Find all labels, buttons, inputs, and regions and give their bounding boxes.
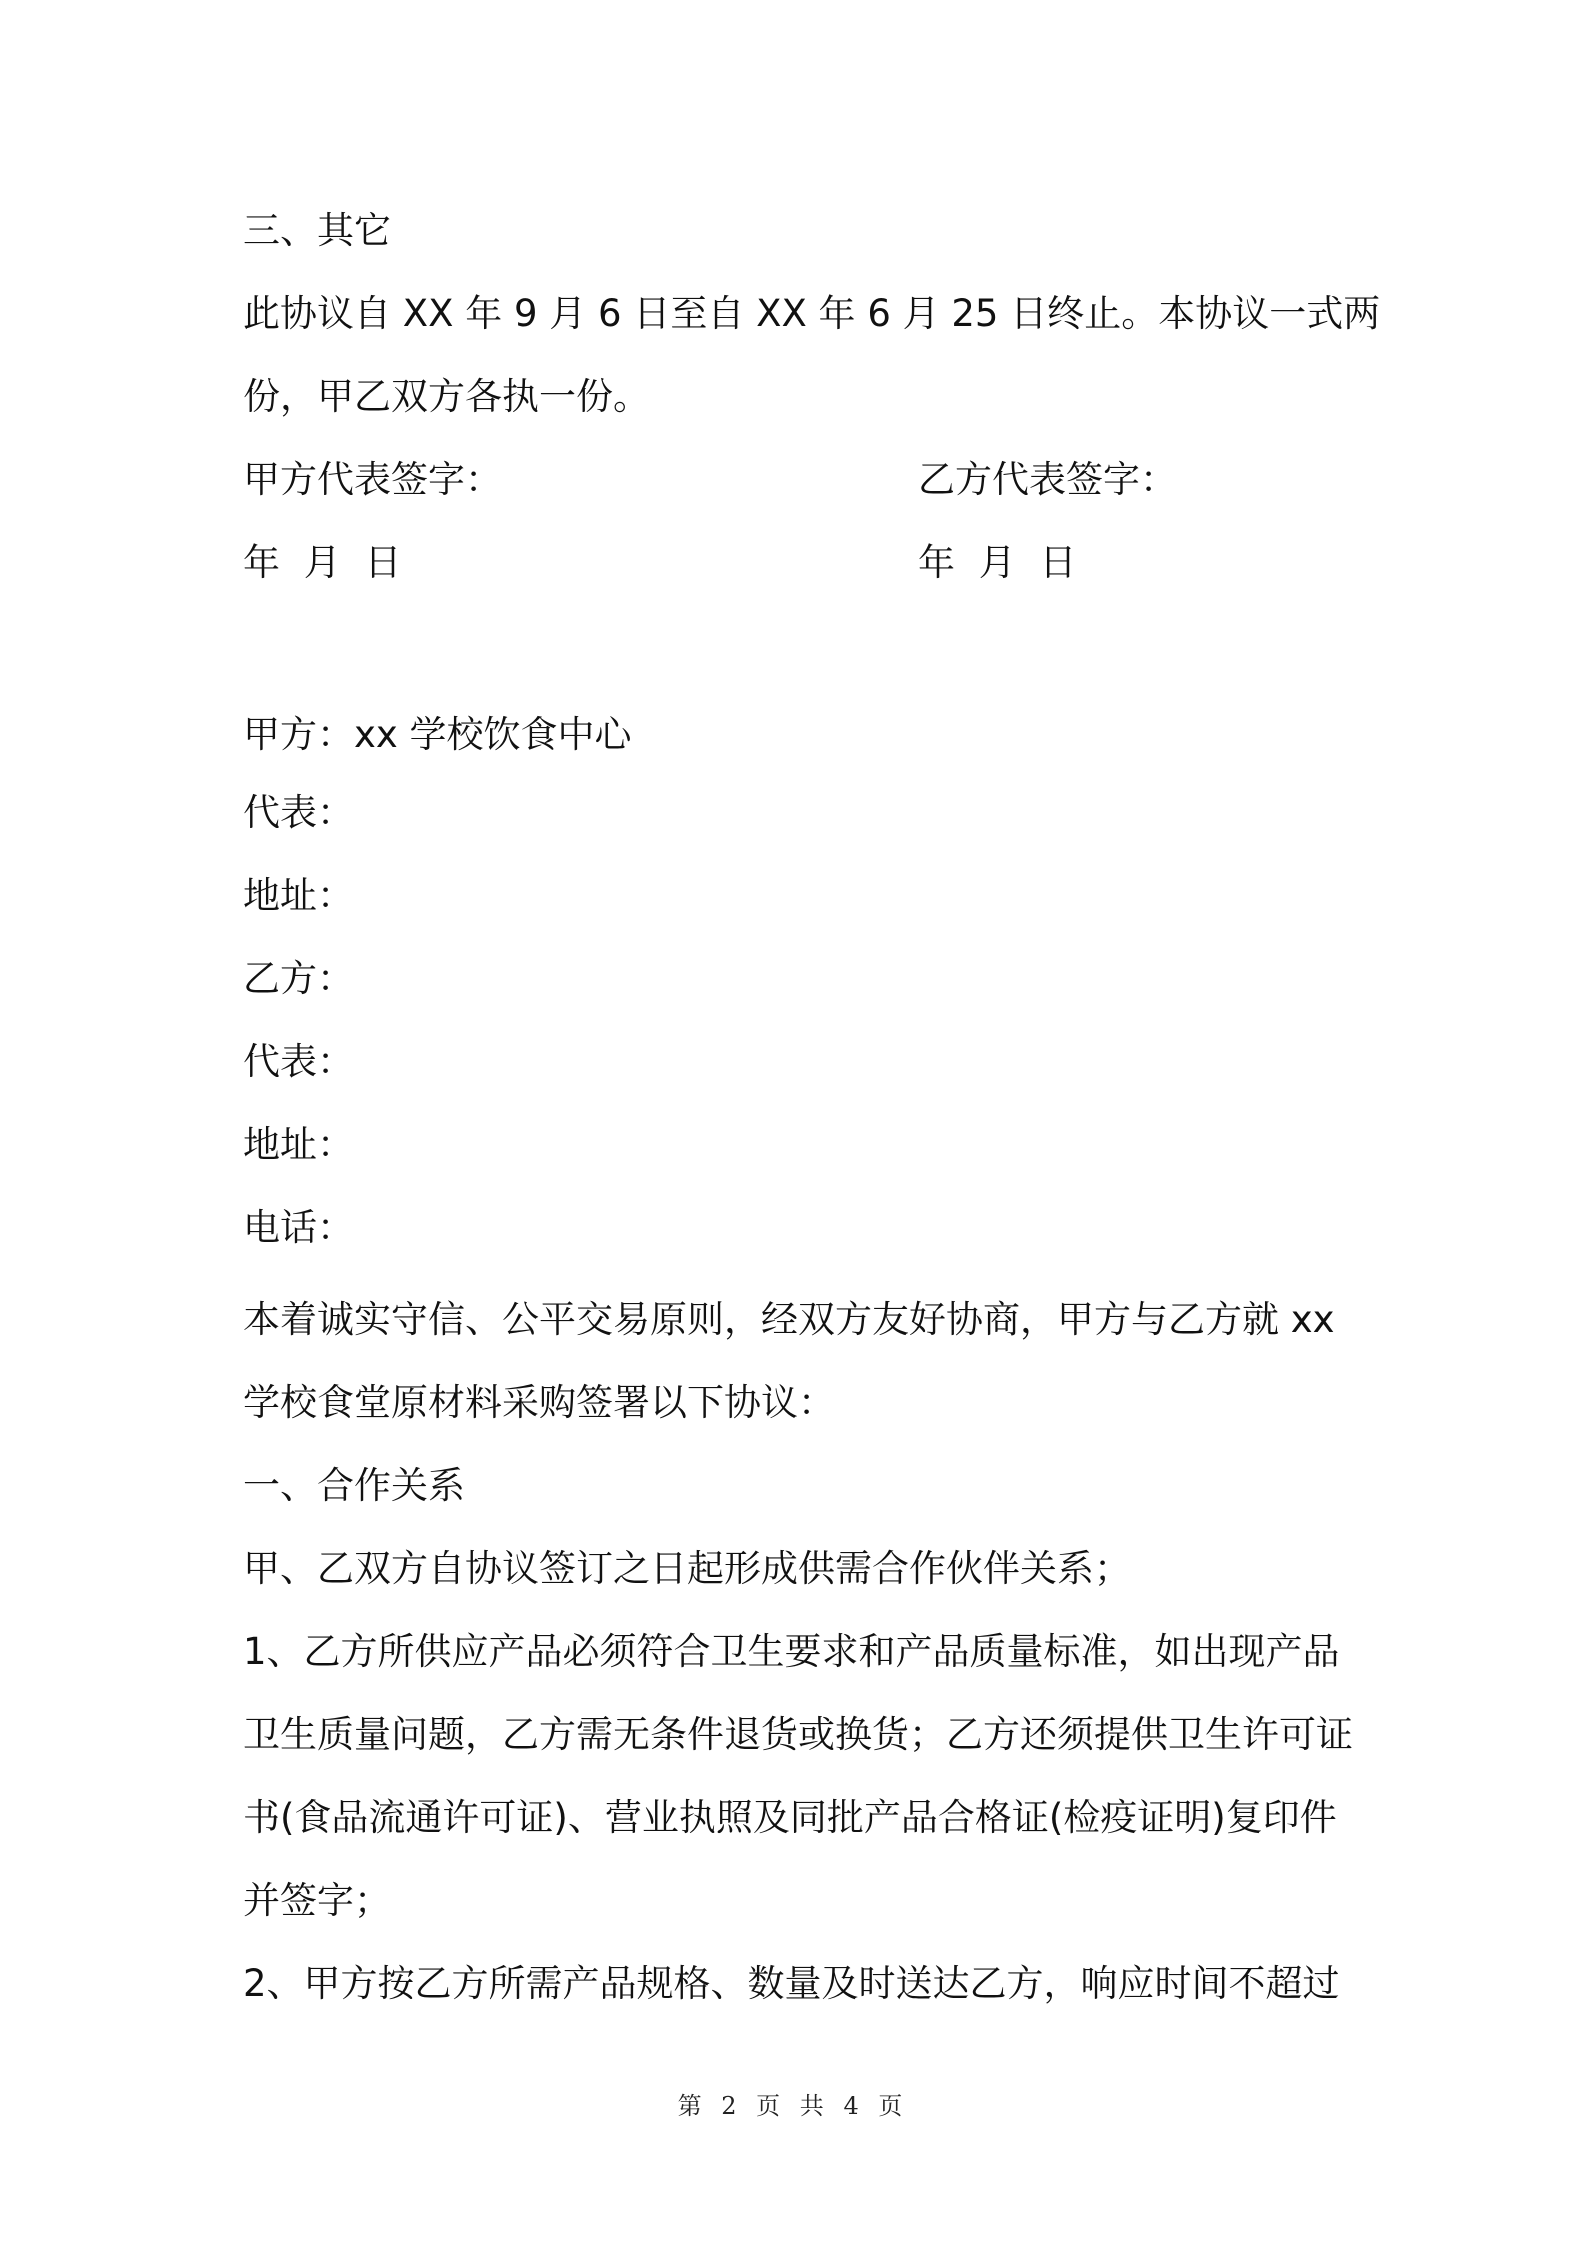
relation-paragraph: 甲、乙双方自协议签订之日起形成供需合作伙伴关系； (243, 1547, 1131, 1590)
item2-line-1: 2、甲方按乙方所需产品规格、数量及时送达乙方，响应时间不超过 (243, 1962, 1340, 2005)
term-line-1: 此协议自 XX 年 9 月 6 日至自 XX 年 6 月 25 日终止。本协议一式两 (243, 292, 1381, 335)
party-a-name: 甲方：xx 学校饮食中心 (243, 713, 632, 756)
item1-line-2: 卫生质量问题，乙方需无条件退货或换货；乙方还须提供卫生许可证 (243, 1713, 1353, 1756)
party-b-signature-label: 乙方代表签字： (918, 458, 1177, 501)
party-b-representative: 代表： (243, 1040, 354, 1083)
party-a-date: 年 月 日 (243, 541, 402, 584)
party-a-address: 地址： (243, 874, 354, 917)
item1-line-3: 书(食品流通许可证)、营业执照及同批产品合格证(检疫证明)复印件 (243, 1796, 1337, 1839)
intro-line-1: 本着诚实守信、公平交易原则，经双方友好协商，甲方与乙方就 xx (243, 1298, 1335, 1341)
page-number-footer: 第 2 页 共 4 页 (677, 2092, 909, 2120)
section3-heading: 三、其它 (243, 209, 391, 252)
intro-line-2: 学校食堂原材料采购签署以下协议： (243, 1381, 835, 1424)
party-a-representative: 代表： (243, 791, 354, 834)
party-a-signature-label: 甲方代表签字： (243, 458, 502, 501)
item1-line-1: 1、乙方所供应产品必须符合卫生要求和产品质量标准，如出现产品 (243, 1630, 1340, 1673)
item1-line-4: 并签字； (243, 1879, 391, 1922)
party-b-phone: 电话： (243, 1206, 354, 1249)
party-b-address: 地址： (243, 1123, 354, 1166)
party-b-date: 年 月 日 (918, 541, 1077, 584)
term-line-2: 份，甲乙双方各执一份。 (243, 375, 650, 418)
party-b-name: 乙方： (243, 957, 354, 1000)
section1-heading: 一、合作关系 (243, 1464, 465, 1507)
